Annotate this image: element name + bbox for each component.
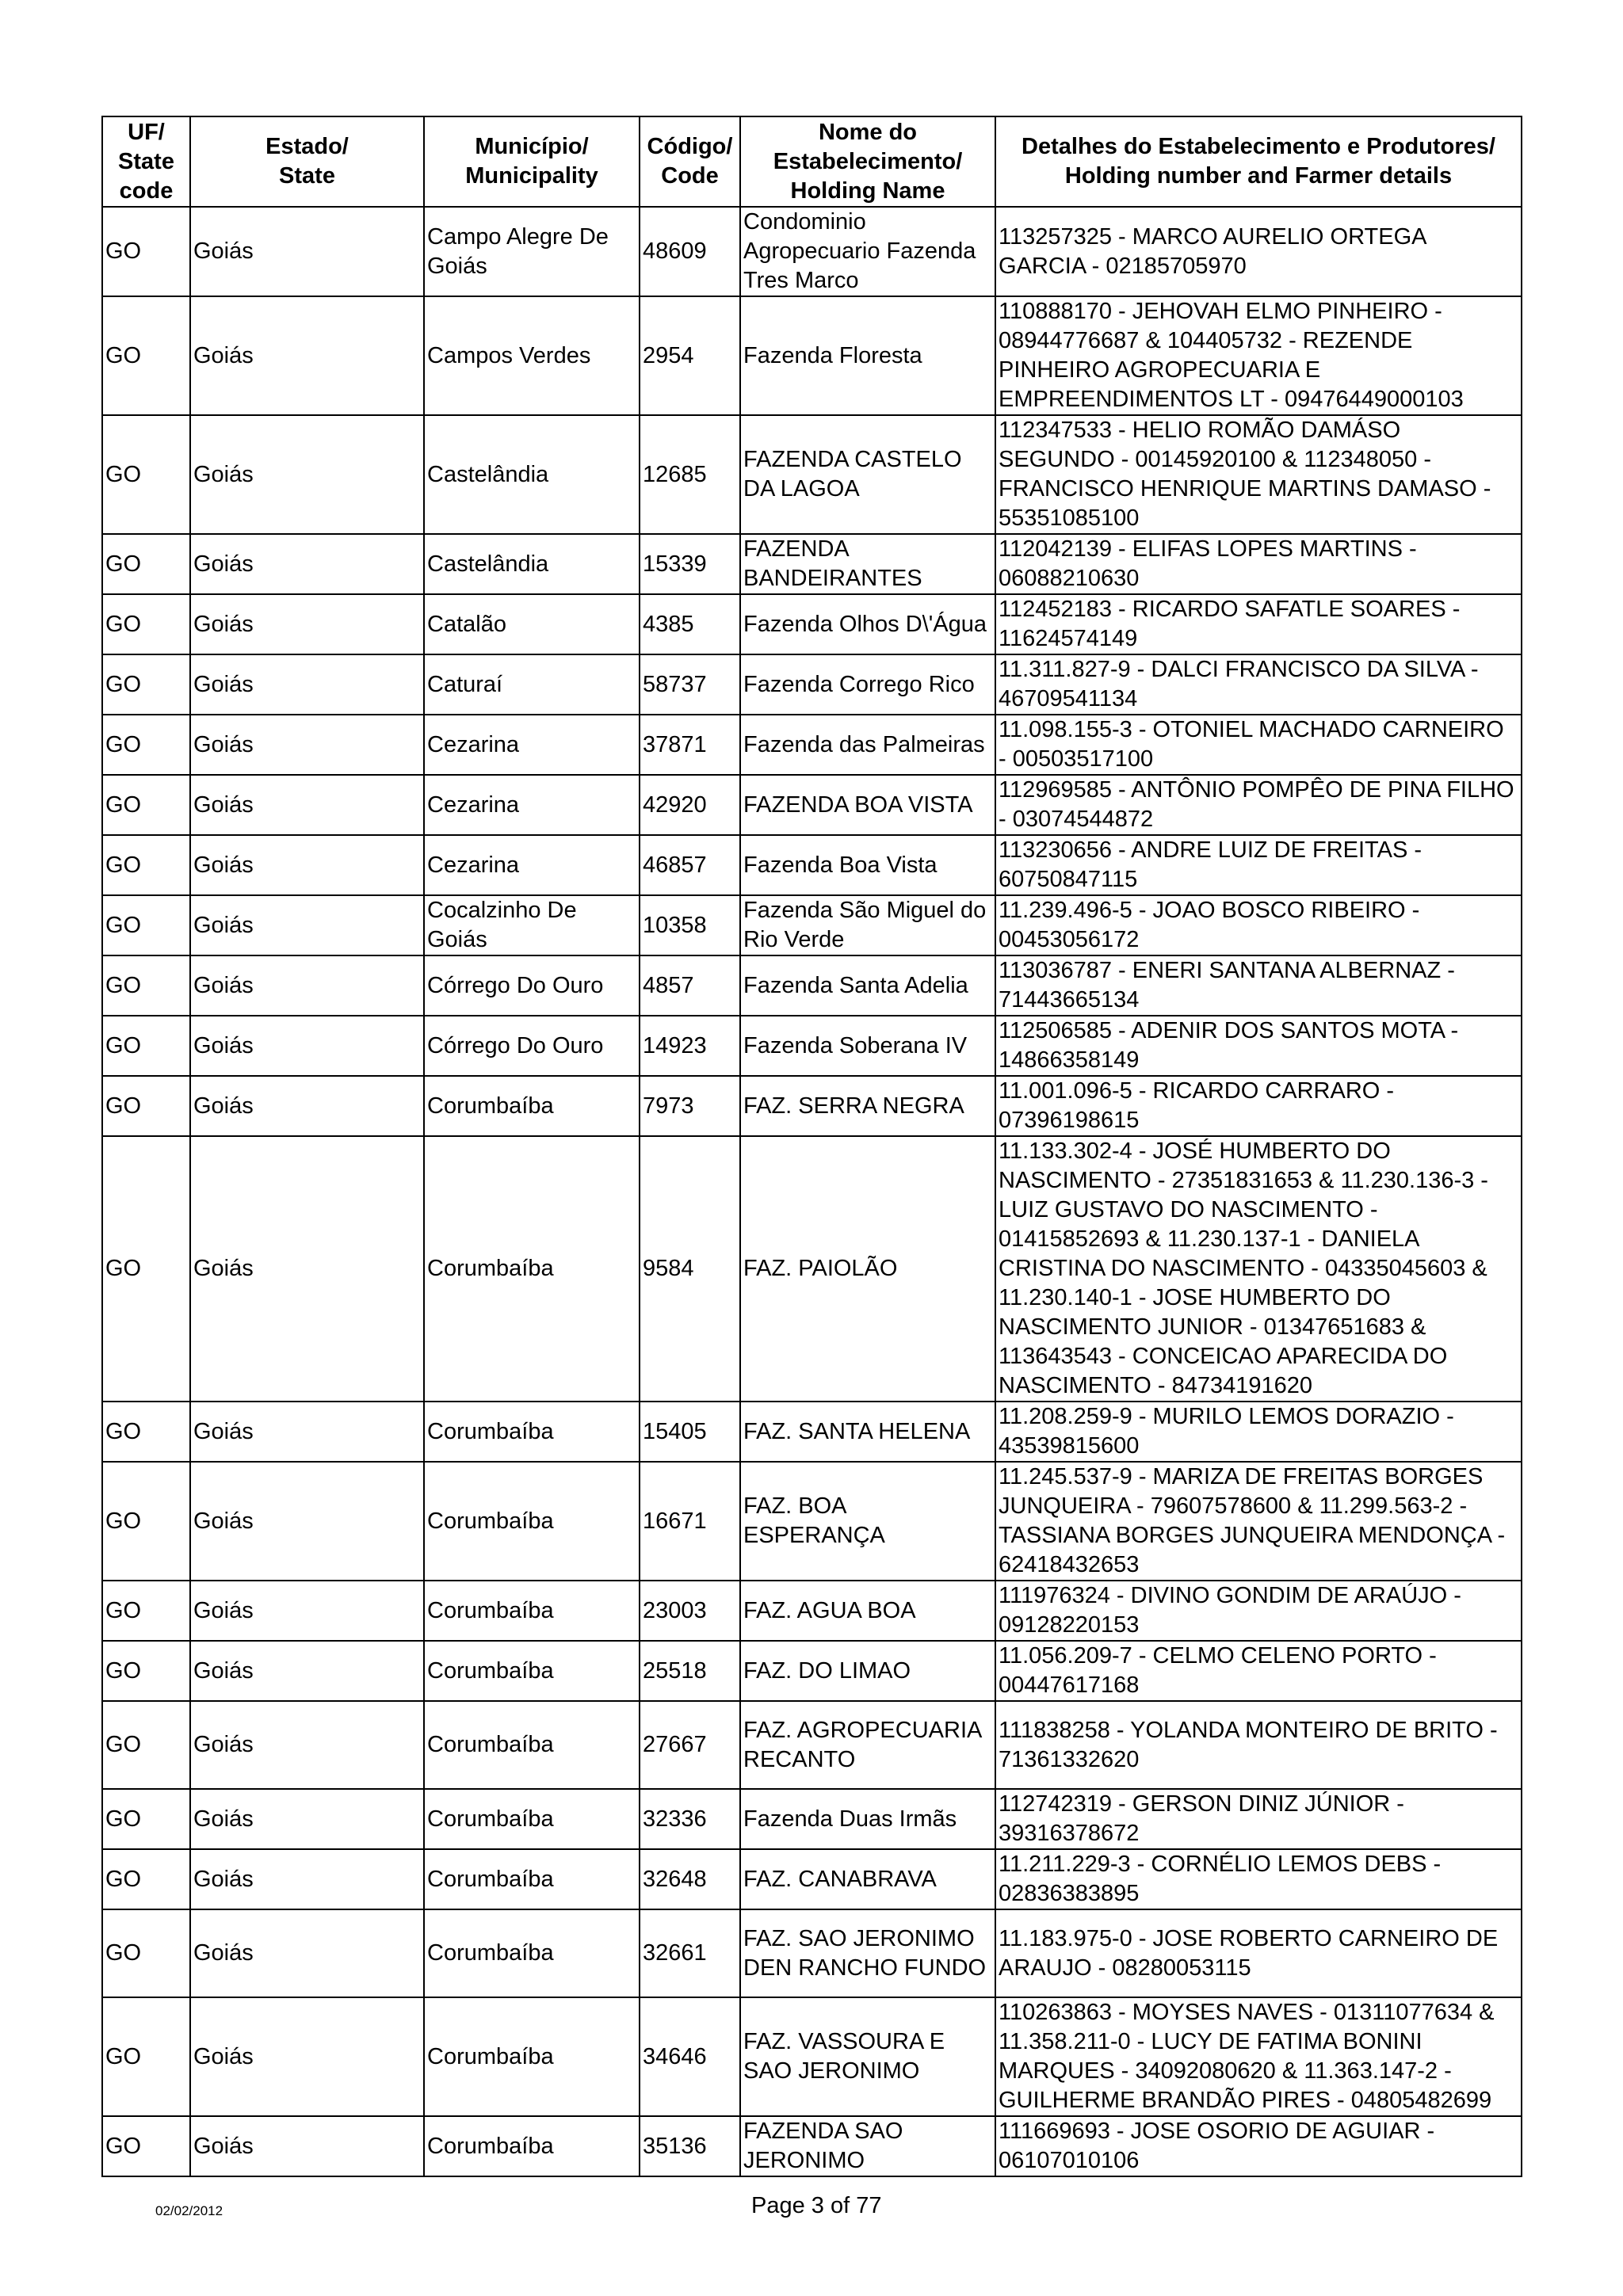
- uf-cell: GO: [102, 1402, 190, 1462]
- municipality-cell: Castelândia: [424, 415, 640, 534]
- code-cell: 12685: [640, 415, 740, 534]
- code-cell: 15405: [640, 1402, 740, 1462]
- state-cell: Goiás: [190, 1402, 424, 1462]
- details-cell: 11.098.155-3 - OTONIEL MACHADO CARNEIRO - 00503517100: [995, 715, 1522, 775]
- code-cell: 48609: [640, 207, 740, 296]
- state-cell: Goiás: [190, 594, 424, 654]
- code-cell: 35136: [640, 2116, 740, 2176]
- municipality-cell: Campo Alegre De Goiás: [424, 207, 640, 296]
- state-cell: Goiás: [190, 207, 424, 296]
- municipality-cell: Castelândia: [424, 534, 640, 594]
- holding-name-cell: FAZ. AGUA BOA: [740, 1581, 995, 1641]
- uf-cell: GO: [102, 296, 190, 415]
- holding-name-cell: FAZENDA BANDEIRANTES: [740, 534, 995, 594]
- uf-cell: GO: [102, 895, 190, 955]
- state-cell: Goiás: [190, 955, 424, 1016]
- municipality-cell: Cezarina: [424, 775, 640, 835]
- municipality-cell: Corumbaíba: [424, 1641, 640, 1701]
- details-cell: 112969585 - ANTÔNIO POMPÊO DE PINA FILHO - 03074544872: [995, 775, 1522, 835]
- municipality-cell: Corumbaíba: [424, 1462, 640, 1581]
- table-row: [102, 1136, 1522, 1402]
- code-cell: 32661: [640, 1909, 740, 1997]
- state-cell: Goiás: [190, 1581, 424, 1641]
- table-row: [102, 1581, 1522, 1641]
- holding-name-cell: Fazenda São Miguel do Rio Verde: [740, 895, 995, 955]
- municipality-cell: Corumbaíba: [424, 1701, 640, 1789]
- details-cell: 11.239.496-5 - JOAO BOSCO RIBEIRO - 00453056172: [995, 895, 1522, 955]
- details-cell: 11.208.259-9 - MURILO LEMOS DORAZIO - 43539815600: [995, 1402, 1522, 1462]
- uf-cell: GO: [102, 415, 190, 534]
- state-cell: Goiás: [190, 835, 424, 895]
- holding-name-cell: Fazenda Corrego Rico: [740, 654, 995, 715]
- uf-cell: GO: [102, 534, 190, 594]
- details-cell: 111976324 - DIVINO GONDIM DE ARAÚJO - 09128220153: [995, 1581, 1522, 1641]
- header-holding-name: Nome do Estabelecimento/ Holding Name: [740, 116, 995, 207]
- municipality-cell: Corumbaíba: [424, 1581, 640, 1641]
- uf-cell: GO: [102, 1789, 190, 1849]
- code-cell: 46857: [640, 835, 740, 895]
- table-row: [102, 955, 1522, 1016]
- holding-name-cell: FAZ. SERRA NEGRA: [740, 1076, 995, 1136]
- state-cell: Goiás: [190, 1701, 424, 1789]
- municipality-cell: Catalão: [424, 594, 640, 654]
- uf-cell: GO: [102, 1581, 190, 1641]
- holding-name-cell: Fazenda das Palmeiras: [740, 715, 995, 775]
- uf-cell: GO: [102, 1136, 190, 1402]
- uf-cell: GO: [102, 594, 190, 654]
- municipality-cell: Corumbaíba: [424, 1849, 640, 1909]
- details-cell: 11.211.229-3 - CORNÉLIO LEMOS DEBS - 02836383895: [995, 1849, 1522, 1909]
- state-cell: Goiás: [190, 1076, 424, 1136]
- table-row: [102, 1849, 1522, 1909]
- state-cell: Goiás: [190, 775, 424, 835]
- holding-name-cell: FAZ. PAIOLÃO: [740, 1136, 995, 1402]
- code-cell: 32648: [640, 1849, 740, 1909]
- state-cell: Goiás: [190, 1016, 424, 1076]
- table-row: [102, 715, 1522, 775]
- uf-cell: GO: [102, 1849, 190, 1909]
- code-cell: 14923: [640, 1016, 740, 1076]
- municipality-cell: Corumbaíba: [424, 2116, 640, 2176]
- state-cell: Goiás: [190, 415, 424, 534]
- state-cell: Goiás: [190, 534, 424, 594]
- table-row: [102, 895, 1522, 955]
- holding-name-cell: Fazenda Olhos D\'Água: [740, 594, 995, 654]
- details-cell: 11.311.827-9 - DALCI FRANCISCO DA SILVA - 46709541134: [995, 654, 1522, 715]
- municipality-cell: Corumbaíba: [424, 1136, 640, 1402]
- details-cell: 11.133.302-4 - JOSÉ HUMBERTO DO NASCIMENTO - 27351831653 & 11.230.136-3 - LUIZ GUSTAVO DO NASCIMENTO - 01415852693 & 11.230.137-1 - DANIELA CRISTINA DO NASCIMENTO - 04335045603 & 11.230.140-1 - JOSE HUMBERTO DO NASCIMENTO JUNIOR - 01347651683 & 113643543 - CONCEICAO APARECIDA DO NASCIMENTO - 84734191620: [995, 1136, 1522, 1402]
- state-cell: Goiás: [190, 654, 424, 715]
- header-row: [102, 116, 1522, 207]
- table-row: [102, 415, 1522, 534]
- municipality-cell: Cocalzinho De Goiás: [424, 895, 640, 955]
- municipality-cell: Corumbaíba: [424, 1909, 640, 1997]
- uf-cell: GO: [102, 1701, 190, 1789]
- holding-name-cell: Condominio Agropecuario Fazenda Tres Marco: [740, 207, 995, 296]
- code-cell: 15339: [640, 534, 740, 594]
- state-cell: Goiás: [190, 1997, 424, 2116]
- details-cell: 11.056.209-7 - CELMO CELENO PORTO - 00447617168: [995, 1641, 1522, 1701]
- table-row: [102, 207, 1522, 296]
- code-cell: 25518: [640, 1641, 740, 1701]
- table-row: [102, 296, 1522, 415]
- uf-cell: GO: [102, 715, 190, 775]
- header-state: Estado/ State: [190, 116, 424, 207]
- header-details: Detalhes do Estabelecimento e Produtores/ Holding number and Farmer details: [995, 116, 1522, 207]
- details-cell: 112347533 - HELIO ROMÃO DAMÁSO SEGUNDO - 00145920100 & 112348050 - FRANCISCO HENRIQUE MARTINS DAMASO - 55351085100: [995, 415, 1522, 534]
- code-cell: 32336: [640, 1789, 740, 1849]
- municipality-cell: Cezarina: [424, 715, 640, 775]
- holding-name-cell: FAZ. VASSOURA E SAO JERONIMO: [740, 1997, 995, 2116]
- state-cell: Goiás: [190, 1789, 424, 1849]
- uf-cell: GO: [102, 835, 190, 895]
- state-cell: Goiás: [190, 1849, 424, 1909]
- code-cell: 4857: [640, 955, 740, 1016]
- holding-name-cell: Fazenda Floresta: [740, 296, 995, 415]
- header-municipality: Município/ Municipality: [424, 116, 640, 207]
- holding-name-cell: Fazenda Santa Adelia: [740, 955, 995, 1016]
- table-row: [102, 1462, 1522, 1581]
- state-cell: Goiás: [190, 1641, 424, 1701]
- state-cell: Goiás: [190, 1909, 424, 1997]
- holding-name-cell: FAZ. BOA ESPERANÇA: [740, 1462, 995, 1581]
- uf-cell: GO: [102, 207, 190, 296]
- state-cell: Goiás: [190, 296, 424, 415]
- details-cell: 113257325 - MARCO AURELIO ORTEGA GARCIA - 02185705970: [995, 207, 1522, 296]
- table-row: [102, 1997, 1522, 2116]
- table-row: [102, 775, 1522, 835]
- code-cell: 10358: [640, 895, 740, 955]
- code-cell: 27667: [640, 1701, 740, 1789]
- code-cell: 4385: [640, 594, 740, 654]
- holding-name-cell: FAZENDA SAO JERONIMO: [740, 2116, 995, 2176]
- details-cell: 111669693 - JOSE OSORIO DE AGUIAR - 06107010106: [995, 2116, 1522, 2176]
- municipality-cell: Córrego Do Ouro: [424, 955, 640, 1016]
- holding-name-cell: FAZENDA BOA VISTA: [740, 775, 995, 835]
- uf-cell: GO: [102, 955, 190, 1016]
- municipality-cell: Corumbaíba: [424, 1076, 640, 1136]
- details-cell: 112506585 - ADENIR DOS SANTOS MOTA - 14866358149: [995, 1016, 1522, 1076]
- uf-cell: GO: [102, 1641, 190, 1701]
- uf-cell: GO: [102, 1076, 190, 1136]
- details-cell: 11.001.096-5 - RICARDO CARRARO - 07396198615: [995, 1076, 1522, 1136]
- code-cell: 9584: [640, 1136, 740, 1402]
- code-cell: 42920: [640, 775, 740, 835]
- code-cell: 37871: [640, 715, 740, 775]
- holding-name-cell: FAZ. SAO JERONIMO DEN RANCHO FUNDO: [740, 1909, 995, 1997]
- table-row: [102, 1402, 1522, 1462]
- footer-date: 02/02/2012: [155, 2203, 223, 2218]
- state-cell: Goiás: [190, 895, 424, 955]
- uf-cell: GO: [102, 1462, 190, 1581]
- holding-name-cell: FAZ. DO LIMAO: [740, 1641, 995, 1701]
- details-cell: 112042139 - ELIFAS LOPES MARTINS - 06088210630: [995, 534, 1522, 594]
- details-cell: 113036787 - ENERI SANTANA ALBERNAZ - 71443665134: [995, 955, 1522, 1016]
- code-cell: 34646: [640, 1997, 740, 2116]
- holdings-table: [101, 116, 1522, 2177]
- details-cell: 111838258 - YOLANDA MONTEIRO DE BRITO - 71361332620: [995, 1701, 1522, 1789]
- details-cell: 112742319 - GERSON DINIZ JÚNIOR - 39316378672: [995, 1789, 1522, 1849]
- table-row: [102, 1909, 1522, 1997]
- municipality-cell: Campos Verdes: [424, 296, 640, 415]
- header-state-code: UF/ State code: [102, 116, 190, 207]
- table-row: [102, 1076, 1522, 1136]
- holding-name-cell: Fazenda Boa Vista: [740, 835, 995, 895]
- page-number: Page 3 of 77: [751, 2193, 882, 2218]
- municipality-cell: Córrego Do Ouro: [424, 1016, 640, 1076]
- details-cell: 112452183 - RICARDO SAFATLE SOARES - 11624574149: [995, 594, 1522, 654]
- uf-cell: GO: [102, 1909, 190, 1997]
- details-cell: 113230656 - ANDRE LUIZ DE FREITAS - 60750847115: [995, 835, 1522, 895]
- state-cell: Goiás: [190, 1136, 424, 1402]
- municipality-cell: Caturaí: [424, 654, 640, 715]
- code-cell: 7973: [640, 1076, 740, 1136]
- uf-cell: GO: [102, 1997, 190, 2116]
- state-cell: Goiás: [190, 2116, 424, 2176]
- table-row: [102, 1641, 1522, 1701]
- table-row: [102, 594, 1522, 654]
- details-cell: 110263863 - MOYSES NAVES - 01311077634 & 11.358.211-0 - LUCY DE FATIMA BONINI MARQUES - 34092080620 & 11.363.147-2 - GUILHERME BRANDÃO PIRES - 04805482699: [995, 1997, 1522, 2116]
- table-row: [102, 1701, 1522, 1789]
- holding-name-cell: FAZ. AGROPECUARIA RECANTO: [740, 1701, 995, 1789]
- table-row: [102, 2116, 1522, 2176]
- state-cell: Goiás: [190, 715, 424, 775]
- details-cell: 110888170 - JEHOVAH ELMO PINHEIRO - 08944776687 & 104405732 - REZENDE PINHEIRO AGROPECUARIA E EMPREENDIMENTOS LT - 09476449000103: [995, 296, 1522, 415]
- uf-cell: GO: [102, 654, 190, 715]
- code-cell: 2954: [640, 296, 740, 415]
- municipality-cell: Corumbaíba: [424, 1997, 640, 2116]
- holding-name-cell: Fazenda Duas Irmãs: [740, 1789, 995, 1849]
- holding-name-cell: FAZ. CANABRAVA: [740, 1849, 995, 1909]
- holding-name-cell: Fazenda Soberana IV: [740, 1016, 995, 1076]
- municipality-cell: Corumbaíba: [424, 1789, 640, 1849]
- code-cell: 16671: [640, 1462, 740, 1581]
- uf-cell: GO: [102, 1016, 190, 1076]
- header-code: Código/ Code: [640, 116, 740, 207]
- holding-name-cell: FAZENDA CASTELO DA LAGOA: [740, 415, 995, 534]
- table-row: [102, 1016, 1522, 1076]
- code-cell: 58737: [640, 654, 740, 715]
- municipality-cell: Cezarina: [424, 835, 640, 895]
- details-cell: 11.183.975-0 - JOSE ROBERTO CARNEIRO DE ARAUJO - 08280053115: [995, 1909, 1522, 1997]
- code-cell: 23003: [640, 1581, 740, 1641]
- uf-cell: GO: [102, 2116, 190, 2176]
- holding-name-cell: FAZ. SANTA HELENA: [740, 1402, 995, 1462]
- table-row: [102, 1789, 1522, 1849]
- municipality-cell: Corumbaíba: [424, 1402, 640, 1462]
- state-cell: Goiás: [190, 1462, 424, 1581]
- uf-cell: GO: [102, 775, 190, 835]
- table-row: [102, 534, 1522, 594]
- table-row: [102, 654, 1522, 715]
- details-cell: 11.245.537-9 - MARIZA DE FREITAS BORGES JUNQUEIRA - 79607578600 & 11.299.563-2 - TASSIANA BORGES JUNQUEIRA MENDONÇA - 62418432653: [995, 1462, 1522, 1581]
- table-row: [102, 835, 1522, 895]
